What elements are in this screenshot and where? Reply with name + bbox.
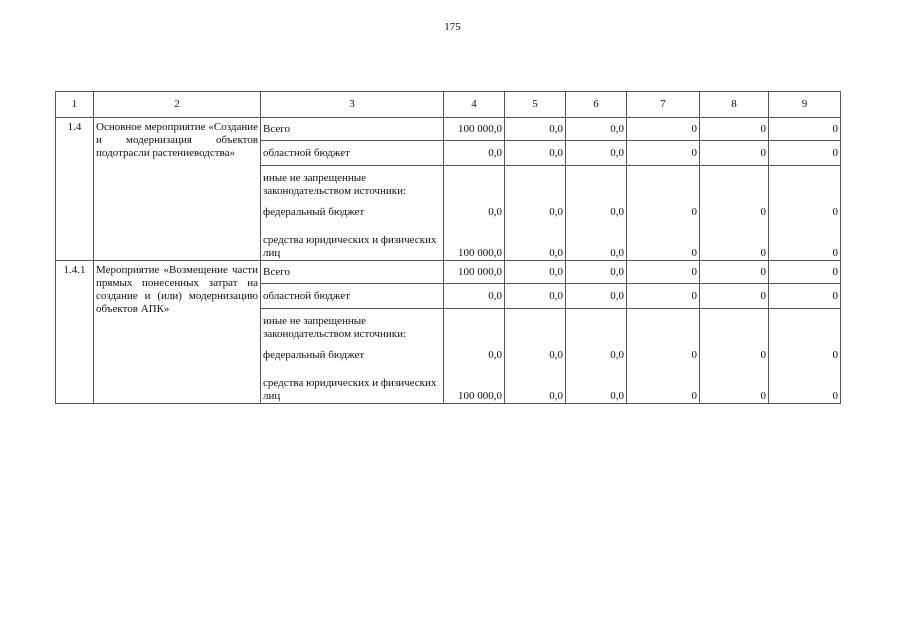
header-cell: 8 [700,92,769,118]
value-cell: 0,0 [566,284,627,309]
header-cell: 1 [56,92,94,118]
value-cell: 0,0 [505,222,566,261]
table-row [56,261,841,284]
value-cell: 0 [627,284,700,309]
value-cell: 0 [700,346,769,365]
section-number: 1.4.1 [56,261,94,404]
value-cell: 0 [769,365,841,404]
value-cell: 0,0 [444,284,505,309]
value-cell: 0,0 [505,118,566,141]
section-title: Мероприятие «Возмещение части прямых понесенных затрат на создание и (или) модернизацию объектов АПК» [94,261,261,404]
value-cell: 0 [627,222,700,261]
value-cell: 0,0 [444,141,505,166]
section-title: Основное мероприятие «Создание и модернизация объектов подотрасли растениеводства» [94,118,261,261]
value-cell: 100 000,0 [444,261,505,284]
value-cell: 0 [769,261,841,284]
value-cell: 0 [769,284,841,309]
value-cell: 0 [627,203,700,222]
value-cell: 0,0 [505,284,566,309]
value-cell: 0,0 [505,261,566,284]
header-row [56,92,841,118]
value-cell: 0,0 [505,346,566,365]
value-cell: 0 [700,118,769,141]
value-cell: 100 000,0 [444,118,505,141]
value-cell: 0 [700,203,769,222]
source-label: иные не запрещенные законодательством источники: [261,309,444,347]
source-label: федеральный бюджет [261,346,444,365]
header-cell: 2 [94,92,261,118]
value-cell: 0,0 [444,203,505,222]
value-cell: 100 000,0 [444,222,505,261]
value-cell: 0,0 [566,346,627,365]
value-cell: 0,0 [566,222,627,261]
header-cell: 5 [505,92,566,118]
value-cell: 0,0 [444,346,505,365]
header-cell: 3 [261,92,444,118]
value-cell: 0,0 [505,141,566,166]
value-cell: 0 [627,346,700,365]
value-cell: 0 [627,365,700,404]
header-cell: 4 [444,92,505,118]
source-label: Всего [261,261,444,284]
page-number: 175 [444,21,461,33]
header-cell: 6 [566,92,627,118]
value-cell: 0 [627,261,700,284]
header-cell: 9 [769,92,841,118]
value-cell: 0 [700,365,769,404]
source-label: иные не запрещенные законодательством источники: [261,166,444,204]
header-cell: 7 [627,92,700,118]
value-cell: 0 [769,203,841,222]
value-cell: 0,0 [566,203,627,222]
value-cell: 0 [769,118,841,141]
source-label: Всего [261,118,444,141]
value-cell: 0 [627,118,700,141]
value-cell: 0,0 [566,261,627,284]
value-cell: 0,0 [566,365,627,404]
value-cell: 0 [627,141,700,166]
value-cell: 0 [700,222,769,261]
source-label: средства юридических и физических лиц [261,222,444,261]
budget-table [55,91,841,404]
source-label: федеральный бюджет [261,203,444,222]
value-cell: 0,0 [566,141,627,166]
section-number: 1.4 [56,118,94,261]
value-cell: 0 [769,222,841,261]
value-cell: 0,0 [566,118,627,141]
value-cell: 0 [700,284,769,309]
table-row [56,118,841,141]
source-label: областной бюджет [261,284,444,309]
value-cell: 0,0 [505,365,566,404]
source-label: средства юридических и физических лиц [261,365,444,404]
value-cell: 0 [769,141,841,166]
value-cell: 0 [700,141,769,166]
value-cell: 100 000,0 [444,365,505,404]
source-label: областной бюджет [261,141,444,166]
value-cell: 0 [700,261,769,284]
value-cell: 0 [769,346,841,365]
value-cell: 0,0 [505,203,566,222]
